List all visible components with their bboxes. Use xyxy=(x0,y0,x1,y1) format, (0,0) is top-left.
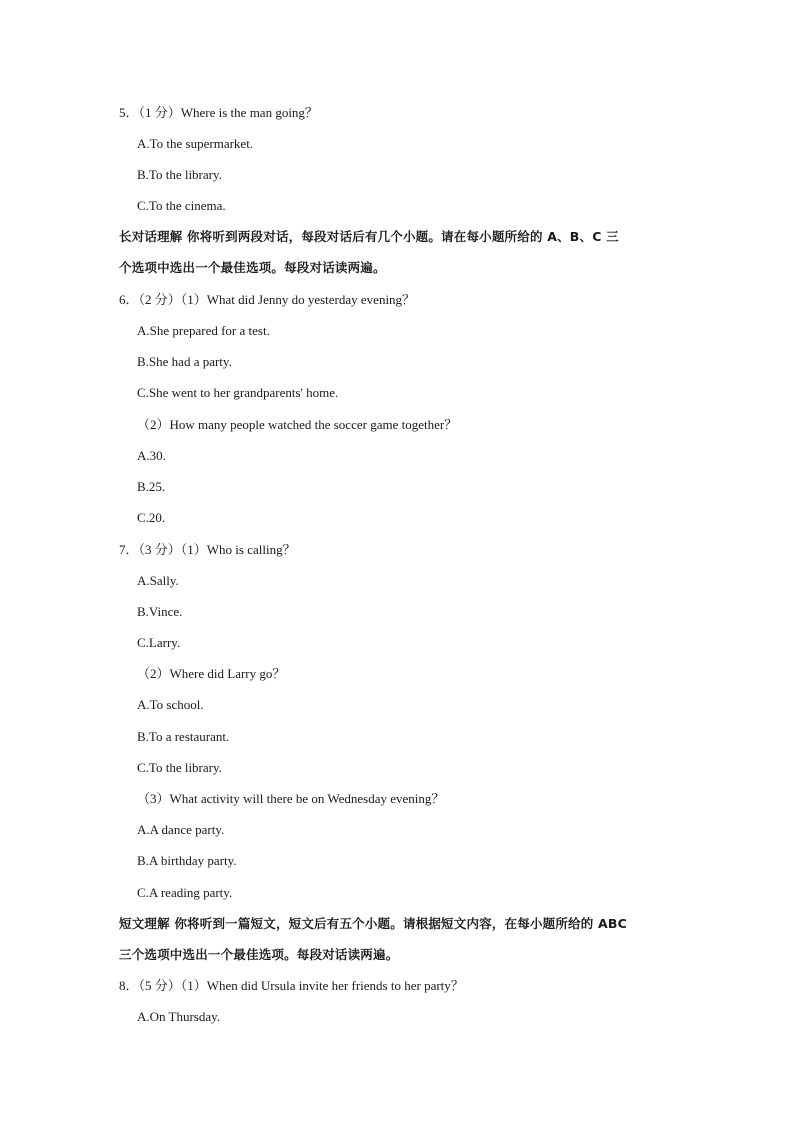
question-8-1: 8．（5 分）（1）When did Ursula invite her friends to her party？ xyxy=(119,978,464,993)
option-8-1a: A.On Thursday. xyxy=(137,1009,221,1024)
option-7-1c: C.Larry. xyxy=(137,635,181,650)
option-7-2b: B.To a restaurant. xyxy=(137,729,230,744)
option-7-1b: B.Vince. xyxy=(137,604,183,619)
option-6-2c: C.20. xyxy=(137,510,166,525)
option-7-3c: C.A reading party. xyxy=(137,885,233,900)
option-5a: A.To the supermarket. xyxy=(137,136,254,151)
option-7-2c: C.To the library. xyxy=(137,760,222,775)
question-5: 5．（1 分）Where is the man going？ xyxy=(119,105,318,120)
question-6-2: （2）How many people watched the soccer game together？ xyxy=(137,417,458,432)
option-5b: B.To the library. xyxy=(137,167,222,182)
question-7-3: （3）What activity will there be on Wednesday evening？ xyxy=(137,791,445,806)
option-7-1a: A.Sally. xyxy=(137,573,179,588)
section-passage-line1: 短文理解 你将听到一篇短文，短文后有五个小题。请根据短文内容，在每小题所给的 ABC xyxy=(119,916,627,931)
option-6-1c: C.She went to her grandparents' home. xyxy=(137,385,339,400)
option-6-1a: A.She prepared for a test. xyxy=(137,323,270,338)
option-6-2b: B.25. xyxy=(137,479,166,494)
question-7-2: （2）Where did Larry go？ xyxy=(137,666,286,681)
option-5c: C.To the cinema. xyxy=(137,198,226,213)
question-6-1: 6．（2 分）（1）What did Jenny do yesterday evening？ xyxy=(119,292,416,307)
section-long-dialogue-line2: 个选项中选出一个最佳选项。每段对话读两遍。 xyxy=(119,260,386,275)
option-6-2a: A.30. xyxy=(137,448,166,463)
option-6-1b: B.She had a party. xyxy=(137,354,232,369)
option-7-3b: B.A birthday party. xyxy=(137,853,237,868)
question-7-1: 7．（3 分）（1）Who is calling？ xyxy=(119,542,296,557)
option-7-2a: A.To school. xyxy=(137,697,204,712)
option-7-3a: A.A dance party. xyxy=(137,822,225,837)
section-long-dialogue-line1: 长对话理解 你将听到两段对话，每段对话后有几个小题。请在每小题所给的 A、B、C 三 xyxy=(119,229,619,244)
section-passage-line2: 三个选项中选出一个最佳选项。每段对话读两遍。 xyxy=(119,947,399,962)
